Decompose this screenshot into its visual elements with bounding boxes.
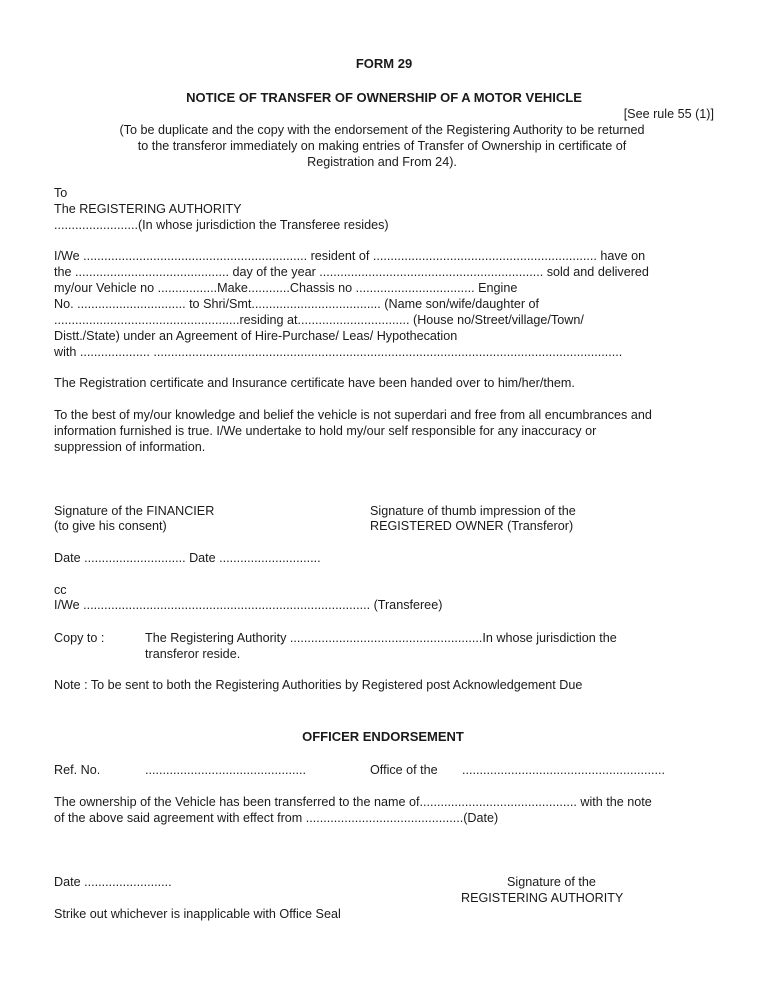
cc-label: cc [54, 583, 67, 597]
office-field: .......................................................... [462, 763, 665, 777]
owner-transferor-label: REGISTERED OWNER (Transferor) [370, 519, 574, 533]
authority-signature-title: REGISTERING AUTHORITY [461, 891, 624, 905]
address-authority: The REGISTERING AUTHORITY [54, 202, 242, 216]
endorsement-heading: OFFICER ENDORSEMENT [302, 729, 464, 744]
para1-line-1: I/We ................................................................ resident of ................................................................ have on [54, 249, 646, 263]
postal-note: Note : To be sent to both the Registering Authorities by Registered post Acknowledgement Due [54, 678, 583, 692]
financier-signature-label: Signature of the FINANCIER [54, 504, 215, 518]
ref-no-label: Ref. No. [54, 763, 101, 777]
para2: The Registration certificate and Insurance certificate have been handed over to him/her/them. [54, 376, 575, 390]
intro-line-2: to the transferor immediately on making entries of Transfer of Ownership in certificate of [137, 139, 627, 153]
para1-line-3: my/our Vehicle no .................Make............Chassis no .................................. Engine [54, 281, 518, 295]
transferee-line: I/We .................................................................................. (Transferee) [54, 598, 443, 612]
office-label: Office of the [370, 763, 438, 777]
para1-line-4: No. ............................... to Shri/Smt..................................... (Name son/wife/daughter of [54, 297, 540, 311]
para1-line-2: the ............................................ day of the year ................................................................ sold and delivered [54, 265, 649, 279]
owner-signature-label: Signature of thumb impression of the [370, 504, 576, 518]
address-to: To [54, 186, 68, 200]
financier-consent-note: (to give his consent) [54, 519, 167, 533]
transfer-text-line-1: The ownership of the Vehicle has been transferred to the name of............................................. with the note [54, 795, 652, 809]
strike-out-note: Strike out whichever is inapplicable with Office Seal [54, 907, 341, 921]
form-title: NOTICE OF TRANSFER OF OWNERSHIP OF A MOTOR VEHICLE [186, 90, 582, 105]
signature-dates: Date ............................. Date ............................. [54, 551, 321, 565]
endorsement-date: Date ......................... [54, 875, 172, 889]
authority-signature-label: Signature of the [507, 875, 596, 889]
intro-line-3: Registration and From 24). [307, 155, 457, 169]
address-jurisdiction: ........................(In whose jurisdiction the Transferee resides) [54, 218, 389, 232]
para3-line-1: To the best of my/our knowledge and belief the vehicle is not superdari and free from all encumbrances and [54, 408, 652, 422]
form-number: FORM 29 [355, 56, 413, 71]
transfer-text-line-2: of the above said agreement with effect from .............................................(Date) [54, 811, 499, 825]
copy-to-label: Copy to : [54, 631, 105, 645]
rule-reference: [See rule 55 (1)] [623, 107, 714, 121]
para1-line-7: with .................... ...................................................................................................................................... [54, 345, 623, 359]
intro-line-1: (To be duplicate and the copy with the endorsement of the Registering Authority to be returned [119, 123, 645, 137]
copy-to-line-1: The Registering Authority .......................................................In whose jurisdiction the [145, 631, 617, 645]
para1-line-6: Distt./State) under an Agreement of Hire-Purchase/ Leas/ Hypothecation [54, 329, 458, 343]
copy-to-line-2: transferor reside. [145, 647, 241, 661]
ref-no-field: .............................................. [145, 763, 306, 777]
para3-line-2: information furnished is true. I/We undertake to hold my/our self responsible for any inaccuracy or [54, 424, 597, 438]
para1-line-5: .....................................................residing at................................ (House no/Street/village/Town/ [54, 313, 584, 327]
para3-line-3: suppression of information. [54, 440, 206, 454]
